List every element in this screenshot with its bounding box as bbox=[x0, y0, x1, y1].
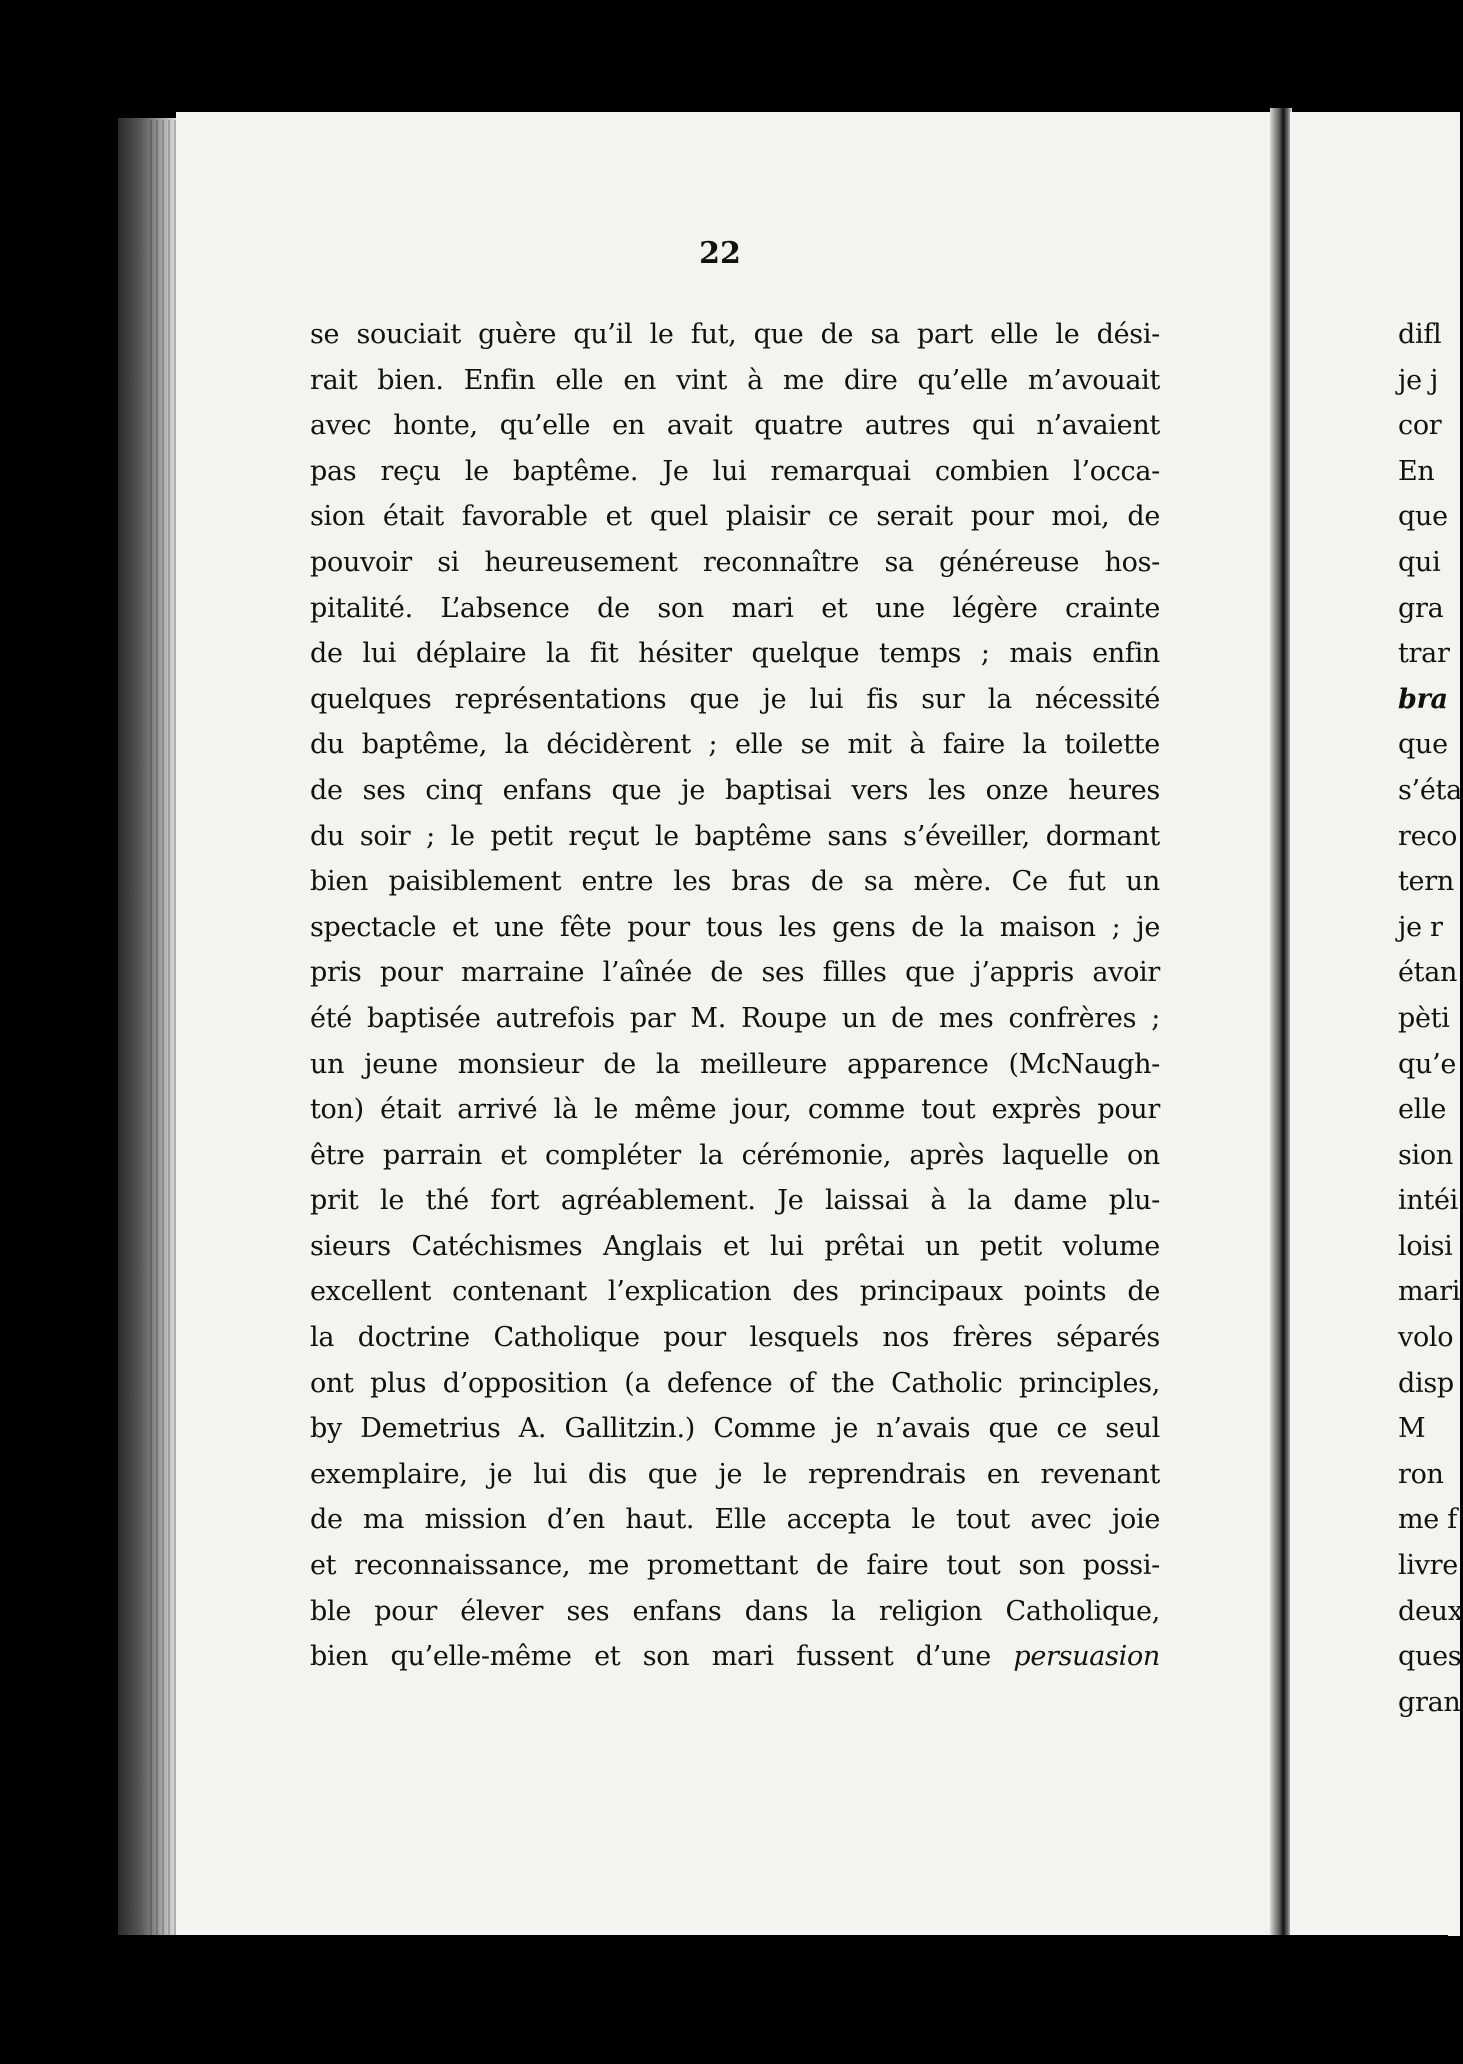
text-line: ble pour élever ses enfans dans la religion Catholique, bbox=[310, 1595, 1160, 1627]
right-page-cropped-text bbox=[1398, 312, 1463, 1725]
text-line: prit le thé fort agréablement. Je laissai à la dame plu- bbox=[310, 1185, 1160, 1217]
text-line: bien paisiblement entre les bras de sa mère. Ce fut un bbox=[310, 866, 1160, 898]
text-fragment: volo bbox=[1398, 1322, 1454, 1354]
text-line: avec honte, qu’elle en avait quatre autres qui n’avaient bbox=[310, 410, 1160, 442]
text-fragment: qu’e bbox=[1398, 1048, 1457, 1080]
text-line: rait bien. Enfin elle en vint à me dire qu’elle m’avouait bbox=[310, 364, 1160, 396]
text-line: pris pour marraine l’aînée de ses filles que j’appris avoir bbox=[310, 957, 1160, 989]
text-fragment: je j bbox=[1398, 364, 1439, 396]
text-fragment: gran bbox=[1398, 1686, 1461, 1718]
text-line: et reconnaissance, me promettant de faire tout son possi- bbox=[310, 1550, 1160, 1582]
text-line-last bbox=[310, 1634, 1160, 1680]
text-line: de ma mission d’en haut. Elle accepta le tout avec joie bbox=[310, 1504, 1160, 1536]
text-fragment: M bbox=[1398, 1413, 1426, 1445]
text-line: de ses cinq enfans que je baptisai vers les onze heures bbox=[310, 774, 1160, 806]
text-line: du baptême, la décidèrent ; elle se mit à faire la toilette bbox=[310, 729, 1160, 761]
text-fragment: loisi bbox=[1398, 1230, 1453, 1262]
text-fragment: mari bbox=[1398, 1276, 1461, 1308]
text-line: pitalité. L’absence de son mari et une légère crainte bbox=[310, 592, 1160, 624]
text-fragment: trar bbox=[1398, 638, 1450, 670]
scan-border-top bbox=[0, 0, 1448, 105]
text-fragment: qui bbox=[1398, 546, 1441, 578]
text-fragment: elle bbox=[1398, 1094, 1447, 1126]
text-line: du soir ; le petit reçut le baptême sans s’éveiller, dormant bbox=[310, 820, 1160, 852]
scan-border-bottom bbox=[0, 1935, 1448, 2064]
text-fragment: En bbox=[1398, 455, 1435, 487]
text-line: quelques représentations que je lui fis sur la nécessité bbox=[310, 683, 1160, 715]
text-line: by Demetrius A. Gallitzin.) Comme je n’avais que ce seul bbox=[310, 1413, 1160, 1445]
text-line: se souciait guère qu’il le fut, que de sa part elle le dési- bbox=[310, 319, 1160, 350]
text-fragment: je r bbox=[1398, 911, 1443, 943]
text-fragment: disp bbox=[1398, 1367, 1454, 1399]
text-fragment: sion bbox=[1398, 1139, 1453, 1171]
italic-word: persuasion bbox=[1013, 1641, 1160, 1673]
text-fragment: s’éta bbox=[1398, 774, 1462, 806]
text-fragment: étan bbox=[1398, 957, 1458, 989]
text-line: sion était favorable et quel plaisir ce serait pour moi, de bbox=[310, 501, 1160, 533]
text-line: été baptisée autrefois par M. Roupe un de mes confrères ; bbox=[310, 1002, 1160, 1034]
text-fragment: intéi bbox=[1398, 1185, 1458, 1217]
text-fragment: que bbox=[1398, 501, 1448, 533]
text-line: excellent contenant l’explication des principaux points de bbox=[310, 1276, 1160, 1308]
book-gutter bbox=[1270, 108, 1292, 1938]
page-number: 22 bbox=[699, 236, 741, 271]
text-fragment: que bbox=[1398, 729, 1448, 761]
text-line: ton) était arrivé là le même jour, comme tout exprès pour bbox=[310, 1094, 1160, 1126]
text-fragment: me f bbox=[1398, 1504, 1457, 1536]
text-line: spectacle et une fête pour tous les gens de la maison ; je bbox=[310, 911, 1160, 943]
text-fragment: pèti bbox=[1398, 1002, 1450, 1034]
text-fragment: difl bbox=[1398, 319, 1442, 350]
text-fragment: gra bbox=[1398, 592, 1444, 624]
text-fragment: ques bbox=[1398, 1641, 1462, 1673]
text-fragment-italic: bra bbox=[1398, 683, 1448, 715]
page-edges bbox=[150, 120, 178, 1935]
text-fragment: livre bbox=[1398, 1550, 1458, 1582]
text-fragment: tern bbox=[1398, 866, 1454, 898]
text-line: exemplaire, je lui dis que je le reprendrais en revenant bbox=[310, 1458, 1160, 1490]
left-page-body-text bbox=[310, 312, 1160, 1680]
text-fragment: reco bbox=[1398, 820, 1458, 852]
text-line: de lui déplaire la fit hésiter quelque temps ; mais enfin bbox=[310, 638, 1160, 670]
text-line: pas reçu le baptême. Je lui remarquai combien l’occa- bbox=[310, 455, 1160, 487]
text-fragment: ron bbox=[1398, 1458, 1444, 1490]
text-line-last-prefix: bien qu’elle-même et son mari fussent d’une bbox=[310, 1641, 1014, 1673]
text-line: pouvoir si heureusement reconnaître sa généreuse hos- bbox=[310, 546, 1160, 578]
text-fragment: deux bbox=[1398, 1595, 1463, 1627]
text-line: ont plus d’opposition (a defence of the Catholic principles, bbox=[310, 1367, 1160, 1399]
text-fragment: cor bbox=[1398, 410, 1442, 442]
text-line: la doctrine Catholique pour lesquels nos frères séparés bbox=[310, 1322, 1160, 1354]
text-line: être parrain et compléter la cérémonie, après laquelle on bbox=[310, 1139, 1160, 1171]
text-line: un jeune monsieur de la meilleure apparence (McNaugh- bbox=[310, 1048, 1160, 1080]
text-line: sieurs Catéchismes Anglais et lui prêtai un petit volume bbox=[310, 1230, 1160, 1262]
